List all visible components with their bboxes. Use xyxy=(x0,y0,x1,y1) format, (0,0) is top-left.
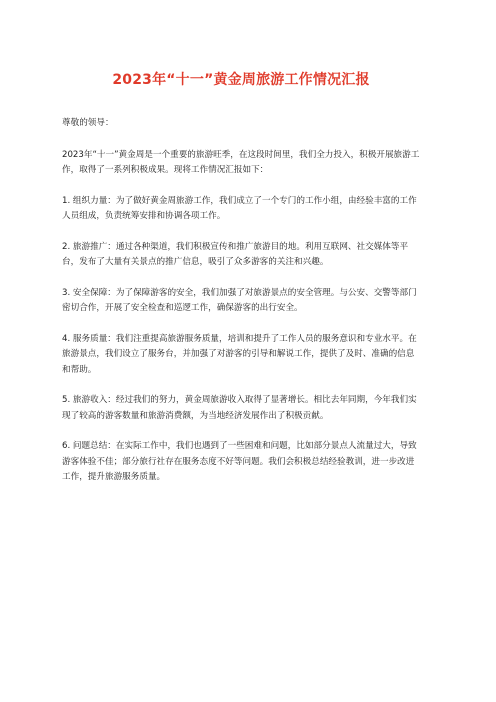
greeting: 尊敬的领导： xyxy=(62,118,114,128)
paragraph-tourism-revenue: 5. 旅游收入：经过我们的努力，黄金周旅游收入取得了显著增长。相比去年同期，今年我们实现了较高的游客数量和旅游消费额，为当地经济发展作出了积极贡献。 xyxy=(62,395,417,421)
paragraph-problem-summary: 6. 问题总结：在实际工作中，我们也遇到了一些困难和问题，比如部分景点人流量过大，导致游客体验不佳；部分旅行社存在服务态度不好等问题。我们会积极总结经验教训，进一步改进工作，提升旅游服务质量。 xyxy=(62,441,417,482)
paragraph-promotion: 2. 旅游推广：通过各种渠道，我们积极宣传和推广旅游目的地。利用互联网、社交媒体等平台，发布了大量有关景点的推广信息，吸引了众多游客的关注和兴趣。 xyxy=(62,241,409,267)
document-title: 2023年“十一”黄金周旅游工作情况汇报 xyxy=(112,72,370,88)
paragraph-organization: 1. 组织力量：为了做好黄金周旅游工作，我们成立了一个专门的工作小组，由经验丰富的工作人员组成，负责统筹安排和协调各项工作。 xyxy=(62,195,417,221)
paragraph-safety: 3. 安全保障：为了保障游客的安全，我们加强了对旅游景点的安全管理。与公安、交警等部门密切合作，开展了安全检查和巡逻工作，确保游客的出行安全。 xyxy=(62,287,417,313)
paragraph-intro: 2023年“十一”黄金周是一个重要的旅游旺季，在这段时间里，我们全力投入，积极开展旅游工作，取得了一系列积极成果。现将工作情况汇报如下： xyxy=(62,149,420,175)
paragraph-service-quality: 4. 服务质量：我们注重提高旅游服务质量，培训和提升了工作人员的服务意识和专业水平。在旅游景点，我们设立了服务台，并加强了对游客的引导和解说工作，提供了及时、准确的信息和帮助。 xyxy=(62,333,417,375)
